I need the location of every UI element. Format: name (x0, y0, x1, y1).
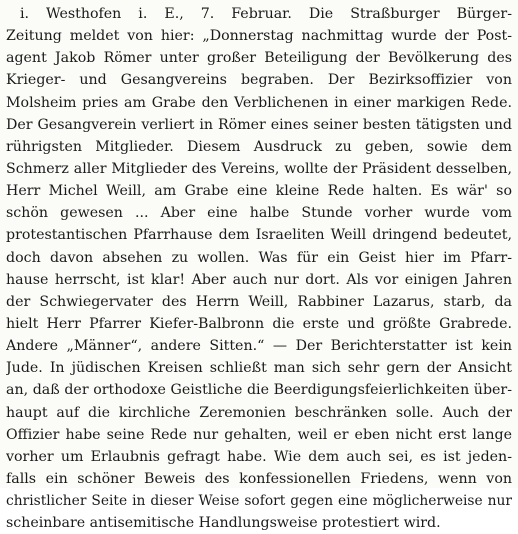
text-line-7: rührigsten Mitglieder. Diesem Ausdruck zu geben, sowie dem (6, 138, 512, 155)
text-line-15: hielt Herr Pfarrer Kiefer-Balbronn die erste und größte Grabrede. (6, 315, 512, 332)
text-line-24: scheinbare antisemitische Handlungsweise protestiert wird. (6, 515, 441, 532)
text-line-6: Der Gesangverein verliert in Römer eines seiner besten tätigsten und (6, 116, 512, 133)
text-line-17: Jude. In jüdischen Kreisen schließt man sich sehr gern der Ansicht (6, 360, 512, 377)
text-line-19: haupt auf die kirchliche Zeremonien beschränken solle. Auch der (6, 404, 512, 421)
text-line-22: falls ein schöner Beweis des konfessionellen Friedens, wenn von (6, 470, 512, 487)
text-line-8: Schmerz aller Mitglieder des Vereins, wollte der Präsident desselben, (6, 160, 512, 177)
text-line-13: hause herrscht, ist klar! Aber auch nur dort. Als vor einigen Jahren (6, 271, 512, 288)
text-line-12: doch davon absehen zu wollen. Was für ein Geist hier im Pfarr- (6, 249, 512, 266)
text-line-14: der Schwiegervater des Herrn Weill, Rabbiner Lazarus, starb, da (6, 293, 512, 310)
text-line-1: i. Westhofen i. E., 7. Februar. Die Straßburger Bürger- (20, 6, 512, 22)
text-line-23: christlicher Seite in dieser Weise sofort gegen eine möglicherweise nur (6, 493, 512, 510)
text-line-3: agent Jakob Römer unter großer Beteiligung der Bevölkerung des (6, 50, 512, 67)
text-line-2: Zeitung meldet von hier: „Donnerstag nachmittag wurde der Post- (6, 28, 512, 45)
text-line-20: Offizier habe seine Rede nur gehalten, weil er eben nicht erst lange (6, 426, 512, 443)
text-line-16: Andere „Männer“, andere Sitten.“ — Der Berichterstatter ist kein (6, 338, 512, 355)
text-line-11: protestantischen Pfarrhause dem Israeliten Weill dringend bedeutet, (6, 227, 512, 244)
text-line-21: vorher um Erlaubnis gefragt habe. Wie dem auch sei, es ist jeden- (6, 448, 512, 465)
text-line-18: an, daß der orthodoxe Geistliche die Beerdigungsfeierlichkeiten über- (6, 382, 512, 399)
text-line-10: schön gewesen ... Aber eine halbe Stunde vorher wurde vom (6, 205, 512, 222)
text-line-9: Herr Michel Weill, am Grabe eine kleine Rede halten. Es wär' so (6, 183, 512, 200)
text-line-5: Molsheim pries am Grabe den Verblichenen in einer markigen Rede. (6, 94, 512, 111)
article-text (6, 3, 512, 534)
text-line-4: Krieger- und Gesangvereins begraben. Der Bezirksoffizier von (6, 72, 512, 89)
